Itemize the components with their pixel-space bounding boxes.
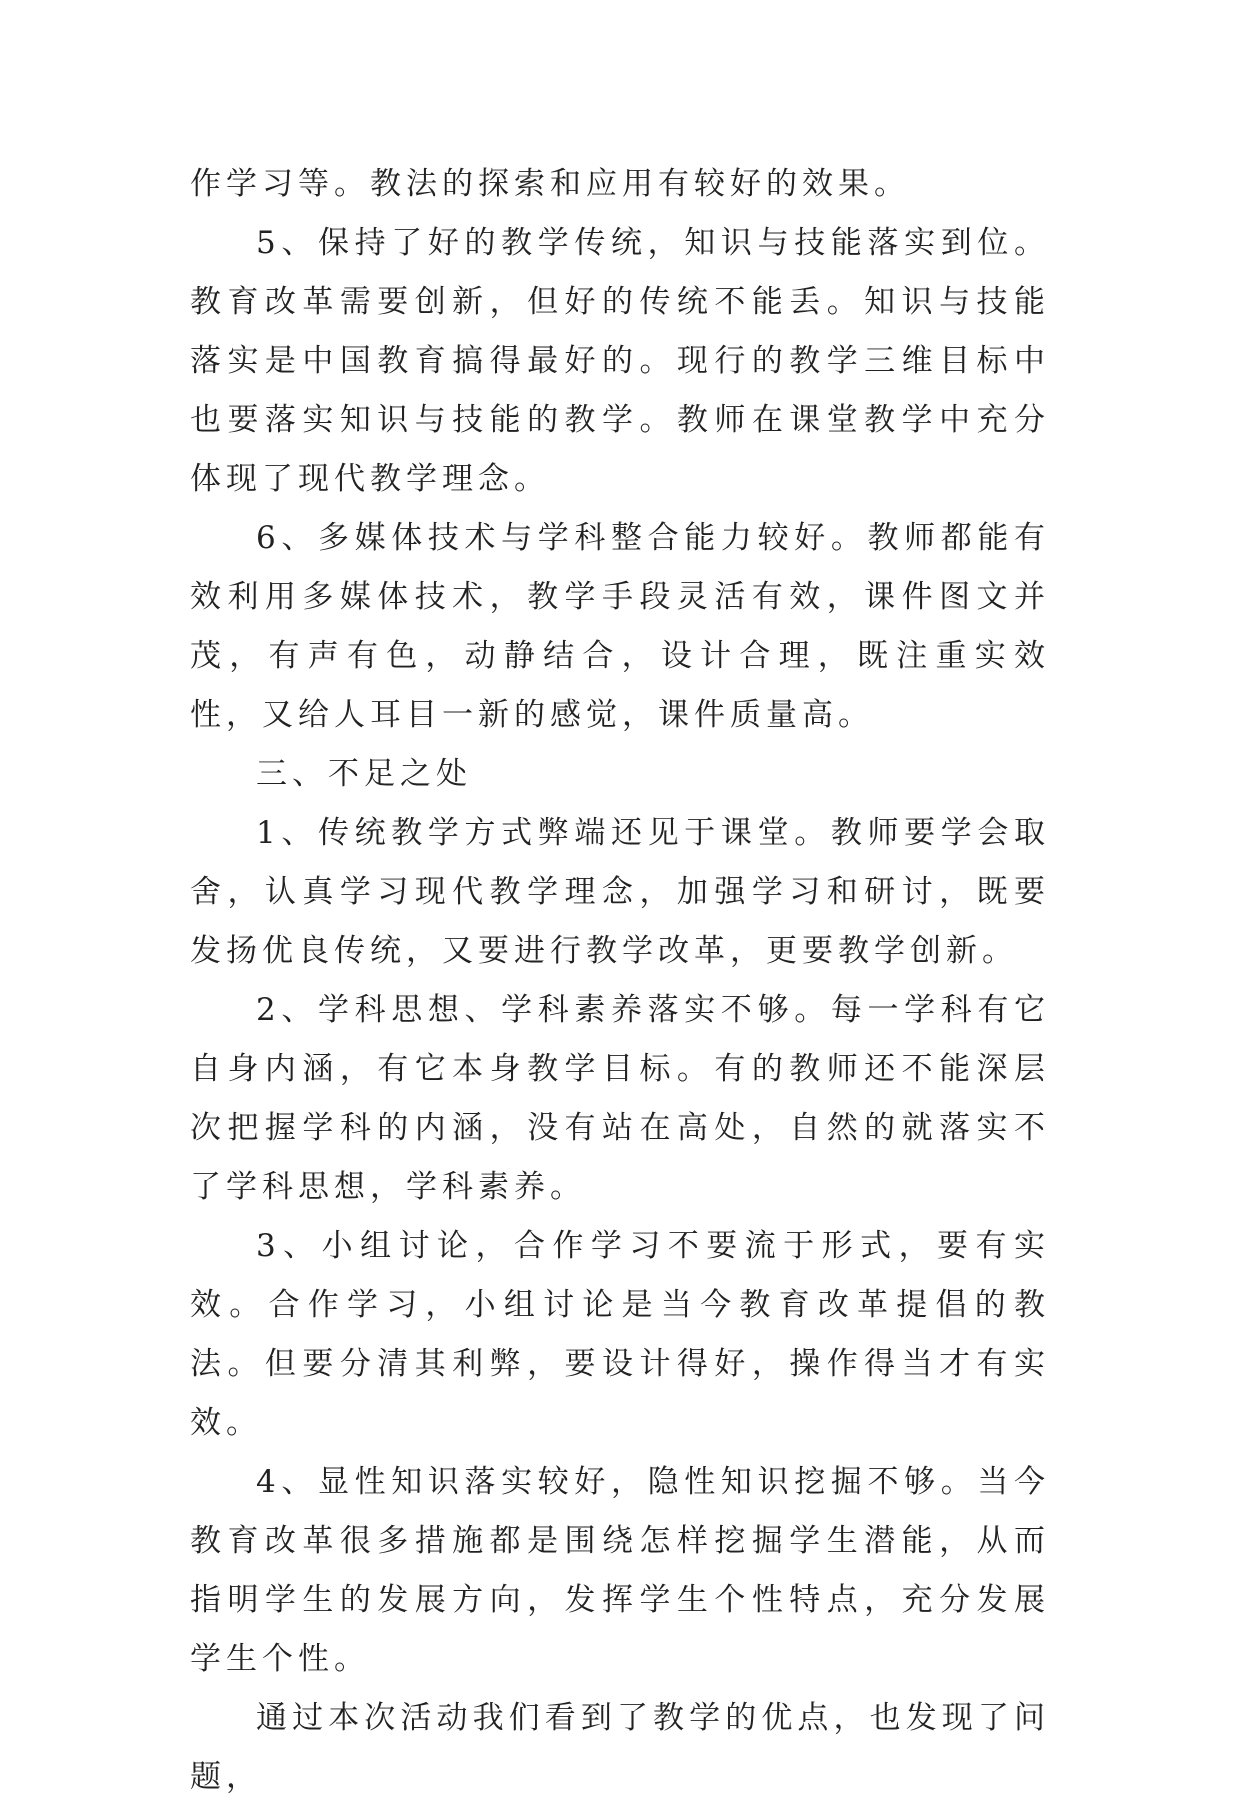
paragraph: 5、保持了好的教学传统，知识与技能落实到位。教育改革需要创新，但好的传统不能丢。知识与技能落实是中国教育搞得最好的。现行的教学三维目标中也要落实知识与技能的教学。教师在课堂教学中充分体现了现代教学理念。 (190, 225, 1050, 497)
paragraph: 通过本次活动我们看到了教学的优点，也发现了问题， (190, 1700, 1050, 1795)
paragraph: 作学习等。教法的探索和应用有较好的效果。 (190, 166, 910, 202)
document-body (190, 155, 1050, 1807)
section-heading: 三、不足之处 (256, 756, 472, 792)
paragraph: 6、多媒体技术与学科整合能力较好。教师都能有效利用多媒体技术，教学手段灵活有效，课件图文并茂，有声有色，动静结合，设计合理，既注重实效性，又给人耳目一新的感觉，课件质量高。 (190, 520, 1050, 733)
paragraph: 2、学科思想、学科素养落实不够。每一学科有它自身内涵，有它本身教学目标。有的教师还不能深层次把握学科的内涵，没有站在高处，自然的就落实不了学科思想，学科素养。 (190, 992, 1050, 1205)
paragraph: 4、显性知识落实较好，隐性知识挖掘不够。当今教育改革很多措施都是围绕怎样挖掘学生潜能，从而指明学生的发展方向，发挥学生个性特点，充分发展学生个性。 (190, 1464, 1050, 1677)
paragraph: 3、小组讨论，合作学习不要流于形式，要有实效。合作学习，小组讨论是当今教育改革提倡的教法。但要分清其利弊，要设计得好，操作得当才有实效。 (190, 1228, 1050, 1441)
paragraph: 1、传统教学方式弊端还见于课堂。教师要学会取舍，认真学习现代教学理念，加强学习和研讨，既要发扬优良传统，又要进行教学改革，更要教学创新。 (190, 815, 1050, 969)
